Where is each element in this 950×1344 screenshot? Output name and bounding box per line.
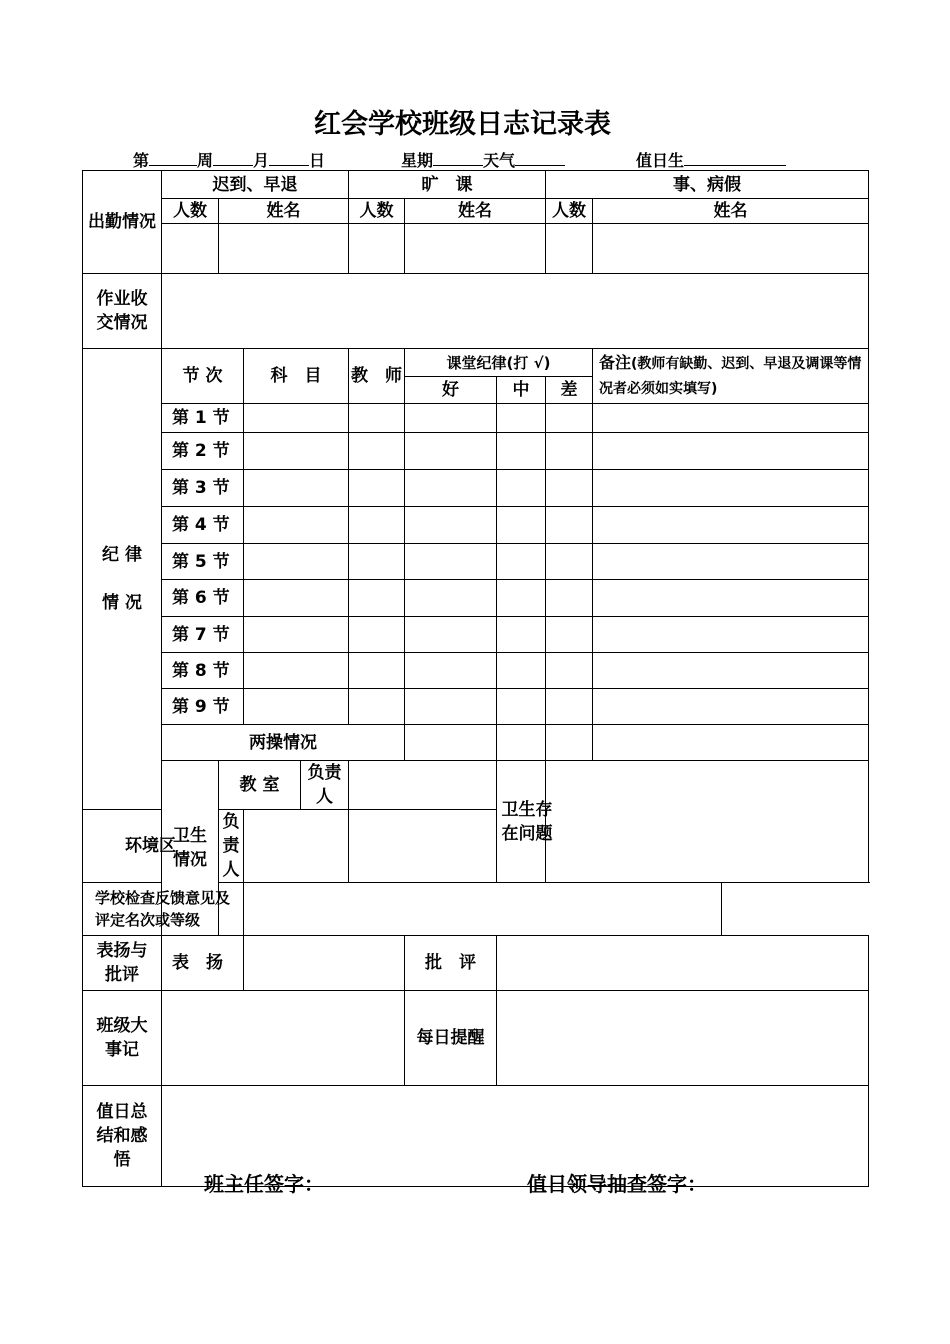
remark-cell[interactable] [593, 433, 869, 470]
period-label: 第 5 节 [162, 544, 244, 580]
attendance-group-late: 迟到、早退 [162, 171, 349, 199]
period-header: 节 次 [162, 349, 244, 404]
month-blank[interactable] [213, 151, 253, 166]
period-label: 第 7 节 [162, 617, 244, 653]
praise-cell[interactable] [244, 936, 405, 991]
homework-label-text: 作业收交情况 [96, 289, 148, 333]
good-cell[interactable] [405, 617, 497, 653]
attendance-group-absent: 旷 课 [349, 171, 546, 199]
teacher-signature-label: 班主任签字： [204, 1172, 324, 1196]
week-suffix: 周 [197, 151, 214, 170]
grade-medium: 中 [497, 377, 546, 404]
exercises-remark-cell[interactable] [593, 725, 869, 761]
late-count-cell[interactable] [162, 224, 219, 274]
discipline-label [83, 349, 162, 810]
late-count-header: 人数 [162, 199, 219, 224]
teacher-cell[interactable] [349, 653, 405, 689]
month-label: 月 [253, 151, 270, 170]
remark-cell[interactable] [593, 507, 869, 544]
medium-cell[interactable] [497, 507, 546, 544]
subject-cell[interactable] [244, 617, 349, 653]
teacher-cell[interactable] [349, 689, 405, 725]
medium-cell[interactable] [497, 617, 546, 653]
duty-line [636, 148, 786, 171]
absent-count-header: 人数 [349, 199, 405, 224]
absent-name-cell[interactable] [405, 224, 546, 274]
medium-cell[interactable] [497, 689, 546, 725]
medium-cell[interactable] [497, 580, 546, 617]
teacher-cell[interactable] [349, 404, 405, 433]
hygiene-problems-cell[interactable] [546, 761, 869, 883]
poor-cell[interactable] [546, 689, 593, 725]
subject-cell[interactable] [244, 433, 349, 470]
remark-cell[interactable] [593, 470, 869, 507]
period-label: 第 2 节 [162, 433, 244, 470]
subject-cell[interactable] [244, 507, 349, 544]
leave-count-cell[interactable] [546, 224, 593, 274]
period-label: 第 1 节 [162, 404, 244, 433]
hygiene-problems-text: 卫生存在问题 [501, 799, 553, 844]
teacher-cell[interactable] [349, 433, 405, 470]
homework-label [83, 274, 162, 349]
subject-cell[interactable] [244, 689, 349, 725]
period-label: 第 6 节 [162, 580, 244, 617]
duty-student-blank[interactable] [684, 151, 786, 166]
weather-label: 天气 [483, 151, 516, 170]
good-cell[interactable] [405, 653, 497, 689]
grade-good: 好 [405, 377, 497, 404]
good-cell[interactable] [405, 404, 497, 433]
date-line [133, 148, 325, 171]
day-blank[interactable] [269, 151, 309, 166]
medium-cell[interactable] [497, 544, 546, 580]
leave-name-cell[interactable] [593, 224, 869, 274]
summary-label-text: 值日总结和感 悟 [96, 1102, 148, 1170]
good-cell[interactable] [405, 470, 497, 507]
period-label: 第 8 节 [162, 653, 244, 689]
teacher-cell[interactable] [349, 544, 405, 580]
attendance-group-leave: 事、病假 [546, 171, 869, 199]
feedback-label [83, 883, 244, 936]
poor-cell[interactable] [546, 470, 593, 507]
remark-header [593, 349, 869, 404]
environment-label: 环境区 [83, 810, 219, 883]
absent-count-cell[interactable] [349, 224, 405, 274]
hygiene-problems-label [497, 761, 553, 883]
grade-poor: 差 [546, 377, 593, 404]
criticism-label: 批 评 [405, 936, 497, 991]
good-cell[interactable] [405, 580, 497, 617]
period-label: 第 9 节 [162, 689, 244, 725]
log-table [82, 170, 869, 1187]
leave-name-header: 姓名 [593, 199, 869, 224]
teacher-cell[interactable] [349, 470, 405, 507]
homework-cell[interactable] [162, 274, 869, 349]
subject-cell[interactable] [244, 580, 349, 617]
teacher-cell[interactable] [349, 617, 405, 653]
weekday-blank[interactable] [433, 151, 483, 166]
day-label: 日 [309, 151, 326, 170]
period-label: 第 3 节 [162, 470, 244, 507]
exercises-good-cell[interactable] [405, 725, 497, 761]
exercises-medium-cell[interactable] [497, 725, 546, 761]
absent-name-header: 姓名 [405, 199, 546, 224]
hygiene-label-text: 卫生情况 [173, 826, 207, 870]
teacher-cell[interactable] [349, 580, 405, 617]
poor-cell[interactable] [546, 404, 593, 433]
good-cell[interactable] [405, 544, 497, 580]
classroom-responsible-cell[interactable] [349, 761, 497, 810]
remark-cell[interactable] [593, 580, 869, 617]
poor-cell[interactable] [546, 544, 593, 580]
medium-cell[interactable] [497, 653, 546, 689]
summary-label [83, 1086, 162, 1187]
environment-responsible-cell[interactable] [244, 810, 349, 883]
praise-label-text: 表扬与批评 [96, 941, 148, 985]
weather-blank[interactable] [515, 151, 565, 166]
conduct-header: 课堂纪律(打 √) [405, 349, 593, 377]
medium-cell[interactable] [497, 470, 546, 507]
subject-cell[interactable] [244, 544, 349, 580]
good-cell[interactable] [405, 507, 497, 544]
period-label: 第 4 节 [162, 507, 244, 544]
weekday-label: 星期 [401, 151, 434, 170]
remark-note: (教师有缺勤、迟到、早退及调课等情况者必须如实填写) [599, 356, 862, 397]
leave-count-header: 人数 [546, 199, 593, 224]
remark-title: 备注 [599, 353, 632, 372]
poor-cell[interactable] [546, 617, 593, 653]
weekday-line [401, 148, 565, 171]
classroom-responsible-label: 负责人 [301, 761, 349, 810]
exercises-poor-cell[interactable] [546, 725, 593, 761]
praise-label [83, 936, 162, 991]
medium-cell[interactable] [497, 404, 546, 433]
poor-cell[interactable] [546, 580, 593, 617]
good-cell[interactable] [405, 689, 497, 725]
classroom-label: 教 室 [219, 761, 301, 810]
discipline-label-line1: 纪 律 [102, 545, 142, 565]
remark-cell[interactable] [593, 404, 869, 433]
teacher-cell[interactable] [349, 507, 405, 544]
exercises-label: 两操情况 [162, 725, 405, 761]
criticism-cell[interactable] [497, 936, 869, 991]
remark-cell[interactable] [593, 653, 869, 689]
poor-cell[interactable] [546, 507, 593, 544]
subject-cell[interactable] [244, 404, 349, 433]
discipline-label-line2: 情 况 [102, 593, 142, 613]
subject-header: 科 目 [244, 349, 349, 404]
late-name-header: 姓名 [219, 199, 349, 224]
subject-cell[interactable] [244, 470, 349, 507]
teacher-header: 教 师 [349, 349, 405, 404]
remark-cell[interactable] [593, 617, 869, 653]
duty-student-label: 值日生 [636, 151, 685, 170]
praise-sub-label: 表 扬 [162, 936, 244, 991]
events-label [83, 991, 162, 1086]
page-title: 红会学校班级日志记录表 [314, 109, 611, 140]
week-blank[interactable] [149, 151, 197, 166]
events-label-text: 班级大事记 [96, 1016, 148, 1060]
remark-cell[interactable] [593, 544, 869, 580]
good-cell[interactable] [405, 433, 497, 470]
feedback-label-text: 学校检查反馈意见及评定名次或等级 [95, 889, 231, 929]
events-cell[interactable] [162, 991, 405, 1086]
feedback-cell[interactable] [244, 883, 722, 936]
attendance-label: 出勤情况 [83, 171, 162, 274]
environment-responsible-label: 负责人 [219, 810, 244, 883]
poor-cell[interactable] [546, 653, 593, 689]
subject-cell[interactable] [244, 653, 349, 689]
remark-cell[interactable] [593, 689, 869, 725]
medium-cell[interactable] [497, 433, 546, 470]
week-prefix: 第 [133, 151, 150, 170]
late-name-cell[interactable] [219, 224, 349, 274]
leader-signature-label: 值日领导抽查签字： [527, 1172, 707, 1196]
poor-cell[interactable] [546, 433, 593, 470]
reminder-label: 每日提醒 [405, 991, 497, 1086]
reminder-cell[interactable] [497, 991, 869, 1086]
